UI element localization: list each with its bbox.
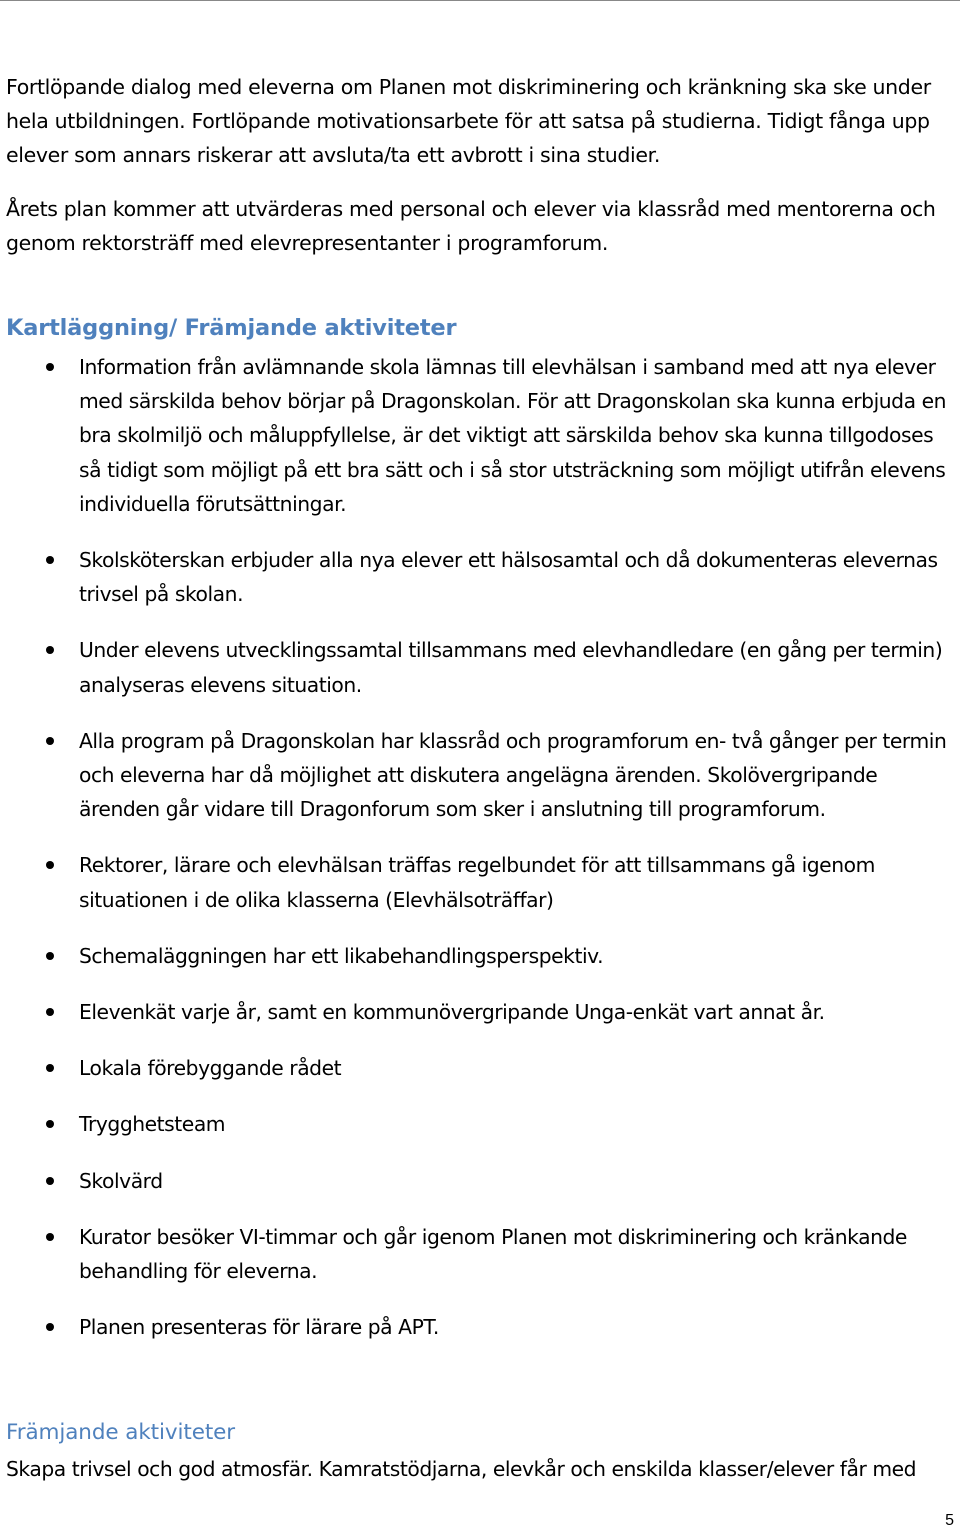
- bullet-icon: [46, 1064, 54, 1072]
- bullet-icon: [46, 363, 54, 371]
- list-item-text: Alla program på Dragonskolan har klassråd och programforum en- två gånger per termin och eleverna har då möjlighet att diskutera angelägna ärenden. Skolövergripande ärenden går vidare till Dragonforum som sker i anslutning till programforum.: [79, 728, 947, 822]
- list-item-text: Trygghetsteam: [79, 1112, 226, 1137]
- list-item: [6, 1107, 958, 1141]
- section-heading-kartlaggning: Kartläggning/ Främjande aktiviteter: [6, 315, 457, 341]
- evaluation-paragraph: Årets plan kommer att utvärderas med personal och elever via klassråd med mentorerna och genom rektorsträff med elevrepresentanter i programforum.: [6, 197, 936, 255]
- bullet-icon: [46, 1120, 54, 1128]
- section-heading-framjande: Främjande aktiviteter: [6, 1420, 236, 1445]
- bullet-icon: [46, 1233, 54, 1241]
- list-item-text: Information från avlämnande skola lämnas till elevhälsan i samband med att nya elever med särskilda behov börjar på Dragonskolan. För att Dragonskolan ska kunna erbjuda en bra skolmiljö och måluppfyllelse, är det viktigt att särskilda behov ska kunna tillgodoses så tidigt som möjligt på ett bra sätt och i så stor utsträckning som möjligt utifrån elevens individuella förutsättningar.: [79, 355, 947, 516]
- bullet-icon: [46, 737, 54, 745]
- list-item-text: Under elevens utvecklingssamtal tillsammans med elevhandledare (en gång per termin) analyseras elevens situation.: [79, 638, 943, 697]
- bullet-icon: [46, 952, 54, 960]
- list-item-text: Schemaläggningen har ett likabehandlingsperspektiv.: [79, 943, 604, 968]
- framjande-paragraph: Skapa trivsel och god atmosfär. Kamratstödjarna, elevkår och enskilda klasser/elever får med: [6, 1457, 917, 1481]
- list-item-text: Lokala förebyggande rådet: [79, 1056, 342, 1081]
- list-item: [6, 1051, 958, 1085]
- list-item: [6, 848, 958, 916]
- list-item: [6, 1164, 958, 1198]
- list-item-text: Skolvärd: [79, 1168, 163, 1193]
- bullet-icon: [46, 1177, 54, 1185]
- list-item-text: Rektorer, lärare och elevhälsan träffas regelbundet för att tillsammans gå igenom situationen i de olika klasserna (Elevhälsoträffar): [79, 853, 875, 912]
- activities-list: [6, 350, 958, 1366]
- list-item: [6, 995, 958, 1029]
- bullet-icon: [46, 556, 54, 564]
- bullet-icon: [46, 1323, 54, 1331]
- intro-paragraph: Fortlöpande dialog med eleverna om Planen mot diskriminering och kränkning ska ske under hela utbildningen. Fortlöpande motivationsarbete för att satsa på studierna. Tidigt fånga upp elever som annars riskerar att avsluta/ta ett avbrott i sina studier.: [6, 75, 931, 167]
- list-item: [6, 724, 958, 827]
- bullet-icon: [46, 1008, 54, 1016]
- list-item: [6, 543, 958, 611]
- list-item: [6, 1220, 958, 1288]
- list-item: [6, 350, 958, 521]
- list-item-text: Kurator besöker VI-timmar och går igenom Planen mot diskriminering och kränkande behandling för eleverna.: [79, 1224, 907, 1284]
- bullet-icon: [46, 861, 54, 869]
- page-number: 5: [945, 1512, 954, 1529]
- header-rule: [0, 0, 960, 1]
- list-item: [6, 1310, 958, 1344]
- bullet-icon: [46, 646, 54, 654]
- list-item: [6, 633, 958, 701]
- list-item-text: Skolsköterskan erbjuder alla nya elever ett hälsosamtal och då dokumenteras elevernas trivsel på skolan.: [79, 548, 938, 607]
- list-item: [6, 939, 958, 973]
- list-item-text: Planen presenteras för lärare på APT.: [79, 1315, 439, 1340]
- list-item-text: Elevenkät varje år, samt en kommunövergripande Unga-enkät vart annat år.: [79, 1000, 825, 1025]
